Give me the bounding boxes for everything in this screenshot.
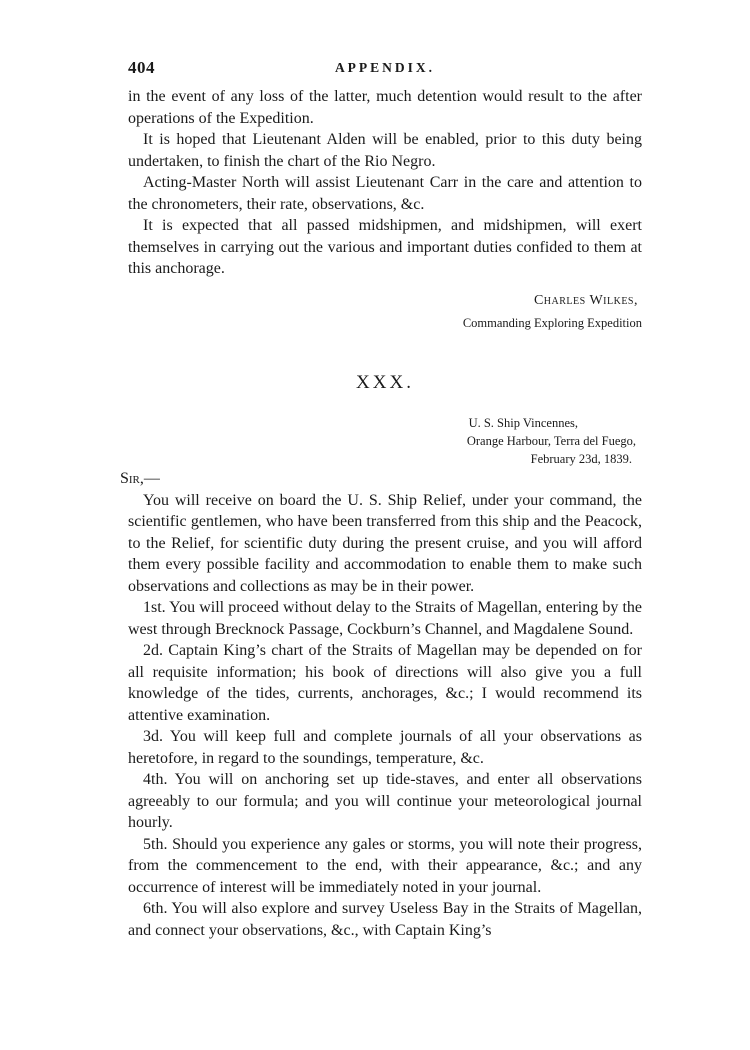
- paragraph: You will receive on board the U. S. Ship Relief, under your command, the scientific gentlemen, who have been transferred from this ship and the Peacock, to the Relief, for scientific duty during the present cruise, and you will afford them every possible facility and accommodation to enable them to make such observations and collections as may be in their power.: [128, 491, 642, 595]
- signature-block: [128, 290, 642, 334]
- dateline: [128, 414, 642, 468]
- letter-body: [128, 490, 642, 942]
- paragraph: 6th. You will also explore and survey Useless Bay in the Straits of Magellan, and connect your observations, &c., with Captain King’s: [128, 900, 642, 939]
- salutation: Sir,—: [120, 469, 160, 487]
- running-head: APPENDIX.: [334, 60, 436, 75]
- dateline-ship: U. S. Ship Vincennes,: [468, 415, 578, 430]
- paragraph: It is hoped that Lieutenant Alden will be enabled, prior to this duty being undertaken, to finish the chart of the Rio Negro.: [128, 131, 642, 170]
- page-header: [128, 52, 642, 86]
- paragraph: 5th. Should you experience any gales or storms, you will note their progress, from the commencement to the end, with their appearance, &c.; and any occurrence of interest will be immediately noted in your journal.: [128, 835, 642, 896]
- paragraph: in the event of any loss of the latter, much detention would result to the after operations of the Expedition.: [128, 88, 642, 127]
- paragraph: It is expected that all passed midshipmen, and midshipmen, will exert themselves in carrying out the various and important duties confided to them at this anchorage.: [128, 217, 642, 277]
- paragraph: 3d. You will keep full and complete journals of all your observations as heretofore, in regard to the soundings, temperature, &c.: [128, 728, 642, 767]
- section-heading: XXX.: [356, 371, 414, 393]
- paragraph: 4th. You will on anchoring set up tide-staves, and enter all observations agreeably to our formula; and you will continue your meteorological journal hourly.: [128, 771, 642, 831]
- page-number: 404: [128, 58, 155, 77]
- signature-title: Commanding Exploring Expedition: [462, 315, 642, 330]
- paragraph: Acting-Master North will assist Lieutenant Carr in the care and attention to the chronometers, their rate, observations, &c.: [128, 174, 642, 213]
- continued-text: [128, 86, 642, 280]
- dateline-place: Orange Harbour, Terra del Fuego,: [466, 433, 636, 448]
- paragraph: 1st. You will proceed without delay to the Straits of Magellan, entering by the west through Brecknock Passage, Cockburn’s Channel, and Magdalene Sound.: [128, 599, 642, 638]
- paragraph: 2d. Captain King’s chart of the Straits of Magellan may be depended on for all requisite information; his book of directions will also give you a full knowledge of the tides, currents, anchorages, &c.; I would recommend its attentive examination.: [128, 642, 642, 724]
- dateline-date: February 23d, 1839.: [530, 451, 632, 466]
- signature-name: Charles Wilkes,: [533, 292, 638, 308]
